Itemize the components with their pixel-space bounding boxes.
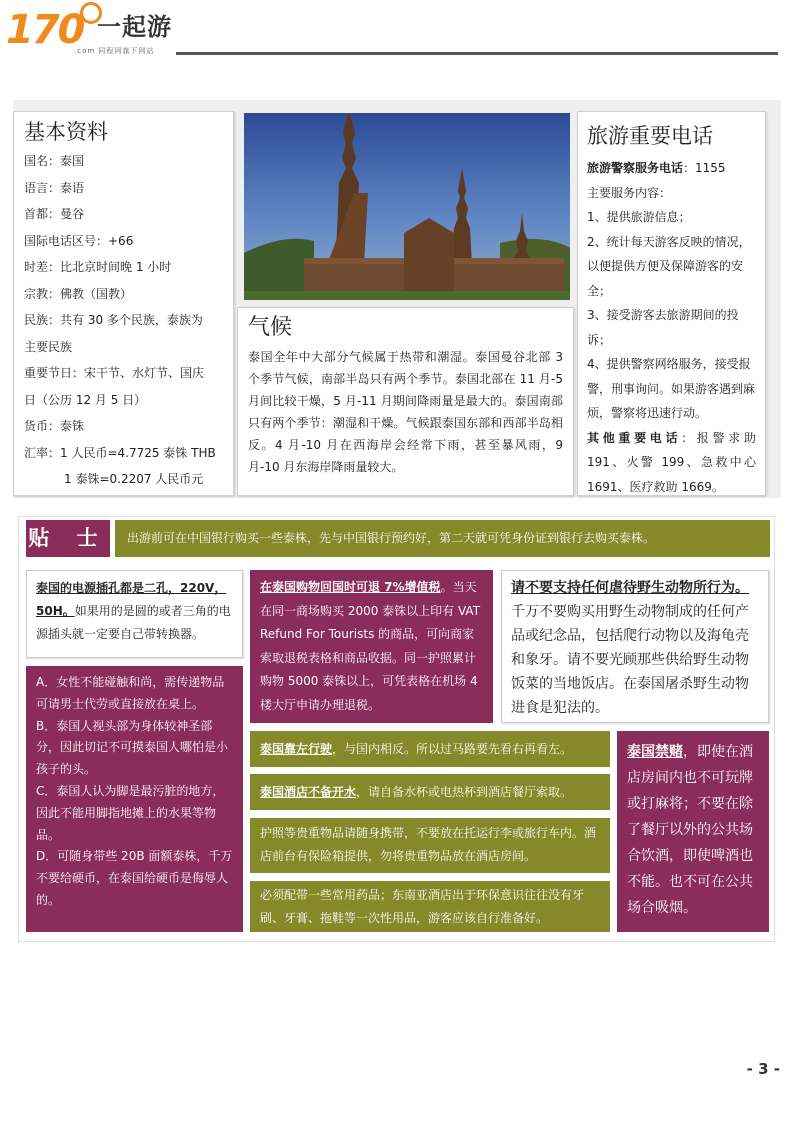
other-phones-label: 其他重要电话 [587, 430, 682, 445]
gambling-ban-tip [617, 731, 769, 932]
tips-banner: 出游前可在中国银行购买一些泰株，先与中国银行预约好，第二天就可凭身份证到银行去购买泰株。 [115, 520, 770, 557]
wildlife-tip [501, 570, 769, 723]
plug-tip-bold: 泰国的电源插孔都是二孔，220V，50H。 [36, 581, 227, 618]
logo-name: 一起游 [97, 13, 172, 41]
police-number: ：1155 [683, 161, 726, 175]
service-item: 4、提供警察网络服务，接受报警，刑事询问。如果游客遇到麻烦，警察将迅速行动。 [587, 357, 756, 420]
police-label: 旅游警察服务电话 [587, 161, 684, 175]
custom-item: C．泰国人认为脚是最污脏的地方，因此不能用脚指地摊上的水果等物品。 [36, 783, 225, 842]
custom-item: B．泰国人视头部为身体较神圣部分，因此切记不可摸泰国人哪怕是小孩子的头。 [36, 718, 229, 777]
phones-body [587, 156, 756, 499]
plug-tip-text: 如果用的是圆的或者三角的电源插头就一定要自己带转换器。 [36, 604, 231, 641]
climate-title: 气候 [248, 315, 293, 340]
traffic-bold: 泰国靠左行驶 [260, 742, 333, 756]
customs-list [36, 672, 233, 912]
phones-panel [577, 111, 766, 496]
plug-tip [26, 570, 243, 658]
custom-item: A．女性不能碰触和尚，需传递物品可请男士代劳或直接放在桌上。 [36, 675, 225, 711]
water-tip [250, 774, 610, 810]
water-bold: 泰国酒店不备开水 [260, 785, 357, 799]
basic-info-line: 国际电话区号：+66 [24, 233, 134, 248]
traffic-tip [250, 731, 610, 767]
tax-refund-tip [250, 570, 493, 723]
basic-info-title: 基本资料 [24, 120, 108, 144]
temple-photo [244, 113, 570, 300]
wildlife-text: 千万不要购买用野生动物制成的任何产品或纪念品，包括爬行动物以及海龟壳和象牙。请不要光顾那些供给野生动物饭菜的当地饭店。在泰国屠杀野生动物进食是犯法的。 [511, 604, 749, 716]
services-list [587, 205, 756, 426]
medicine-tip: 必须配带一些常用药品；东南亚酒店出于环保意识往往没有牙刷、牙膏、拖鞋等一次性用品，游客应该自行准备好。 [250, 881, 610, 932]
basic-info-line: 日（公历 12 月 5 日） [24, 392, 147, 407]
basic-info-line: 1 泰铢=0.2207 人民币元 [64, 472, 204, 486]
basic-info-panel [13, 111, 234, 496]
services-title: 主要服务内容： [587, 185, 672, 200]
wildlife-bold: 请不要支持任何虐待野生动物所行为。 [511, 580, 749, 596]
basic-info-line: 时差：比北京时间晚 1 小时 [24, 260, 172, 274]
basic-info-line: 重要节日：宋干节、水灯节、国庆 [24, 366, 205, 380]
logo-number: 170 [6, 7, 84, 53]
temple-illustration [244, 113, 570, 300]
basic-info-line: 首都：曼谷 [24, 207, 85, 221]
basic-info-list [24, 148, 223, 493]
logo-subtitle: .com 同程网旗下网站 [74, 47, 155, 55]
service-item: 3、接受游客去旅游期间的投诉； [587, 308, 739, 347]
tax-refund-text: 。当天在同一商场购买 2000 泰铢以上印有 VAT Refund For Tourists 的商品，可向商家索取退税表格和商品收据。同一护照累计购物 5000 泰铢以上，可凭表格在机场 4 楼大厅申请办理退税。 [260, 580, 481, 712]
other-phones-text: ：报警求助 191、火警 199、急救中心 1691、医疗救助 1669。 [587, 430, 756, 494]
header-divider [176, 52, 778, 55]
gambling-ban-bold: 泰国禁赌 [627, 744, 683, 760]
custom-item: D．可随身带些 20B 面额泰株，千万不要给硬币，在泰国给硬币是侮辱人的。 [36, 849, 233, 907]
water-text: ，请自备水杯或电热杯到酒店餐厅索取。 [356, 785, 573, 799]
service-item: 2、统计每天游客反映的情况，以便提供方便及保障游客的安全； [587, 234, 751, 298]
basic-info-line: 主要民族 [24, 339, 73, 354]
basic-info-line: 民族：共有 30 多个民族，泰族为 [24, 313, 203, 327]
police-line [587, 156, 756, 181]
traffic-text: ，与国内相反。所以过马路要先看右再看左。 [332, 742, 573, 756]
valuables-tip: 护照等贵重物品请随身携带，不要放在托运行李或旅行车内。酒店前台有保险箱提供，勿将贵重物品放在酒店房间。 [250, 818, 610, 873]
basic-info-line: 货币：泰铢 [24, 419, 85, 433]
tax-refund-bold: 在泰国购物回国时可退 7%增值税 [260, 580, 441, 594]
tips-label: 贴 士 [26, 520, 110, 557]
climate-panel [237, 307, 574, 496]
phones-title: 旅游重要电话 [587, 124, 713, 148]
page-number: - 3 - [746, 1060, 780, 1078]
customs-tip [26, 666, 243, 932]
basic-info-line: 国名：泰国 [24, 154, 85, 168]
basic-info-line: 宗教：佛教（国教） [24, 286, 133, 301]
climate-text: 泰国全年中大部分气候属于热带和潮湿。泰国曼谷北部 3 个季节气候，南部半岛只有两个季节。泰国北部在 11 月-5 月间比较干燥，5 月-11 月期间降雨量是最大的。泰国南部只有两个季节：潮湿和干燥。气候跟泰国东部和西部半岛相反。4 月-10 月在西海岸会经常下雨，甚至暴风雨，9 月-10 月东海岸降雨量较大。 [248, 350, 563, 474]
basic-info-line: 语言：泰语 [24, 180, 85, 195]
basic-info-line: 汇率：1 人民币=4.7725 泰铢 THB [24, 445, 216, 460]
gambling-ban-text: ，即使在酒店房间内也不可玩牌或打麻将；不要在除了餐厅以外的公共场合饮酒，即使啤酒也不能。也不可在公共场合吸烟。 [627, 744, 753, 916]
other-phones [587, 426, 756, 500]
service-item: 1、提供旅游信息； [587, 210, 691, 224]
